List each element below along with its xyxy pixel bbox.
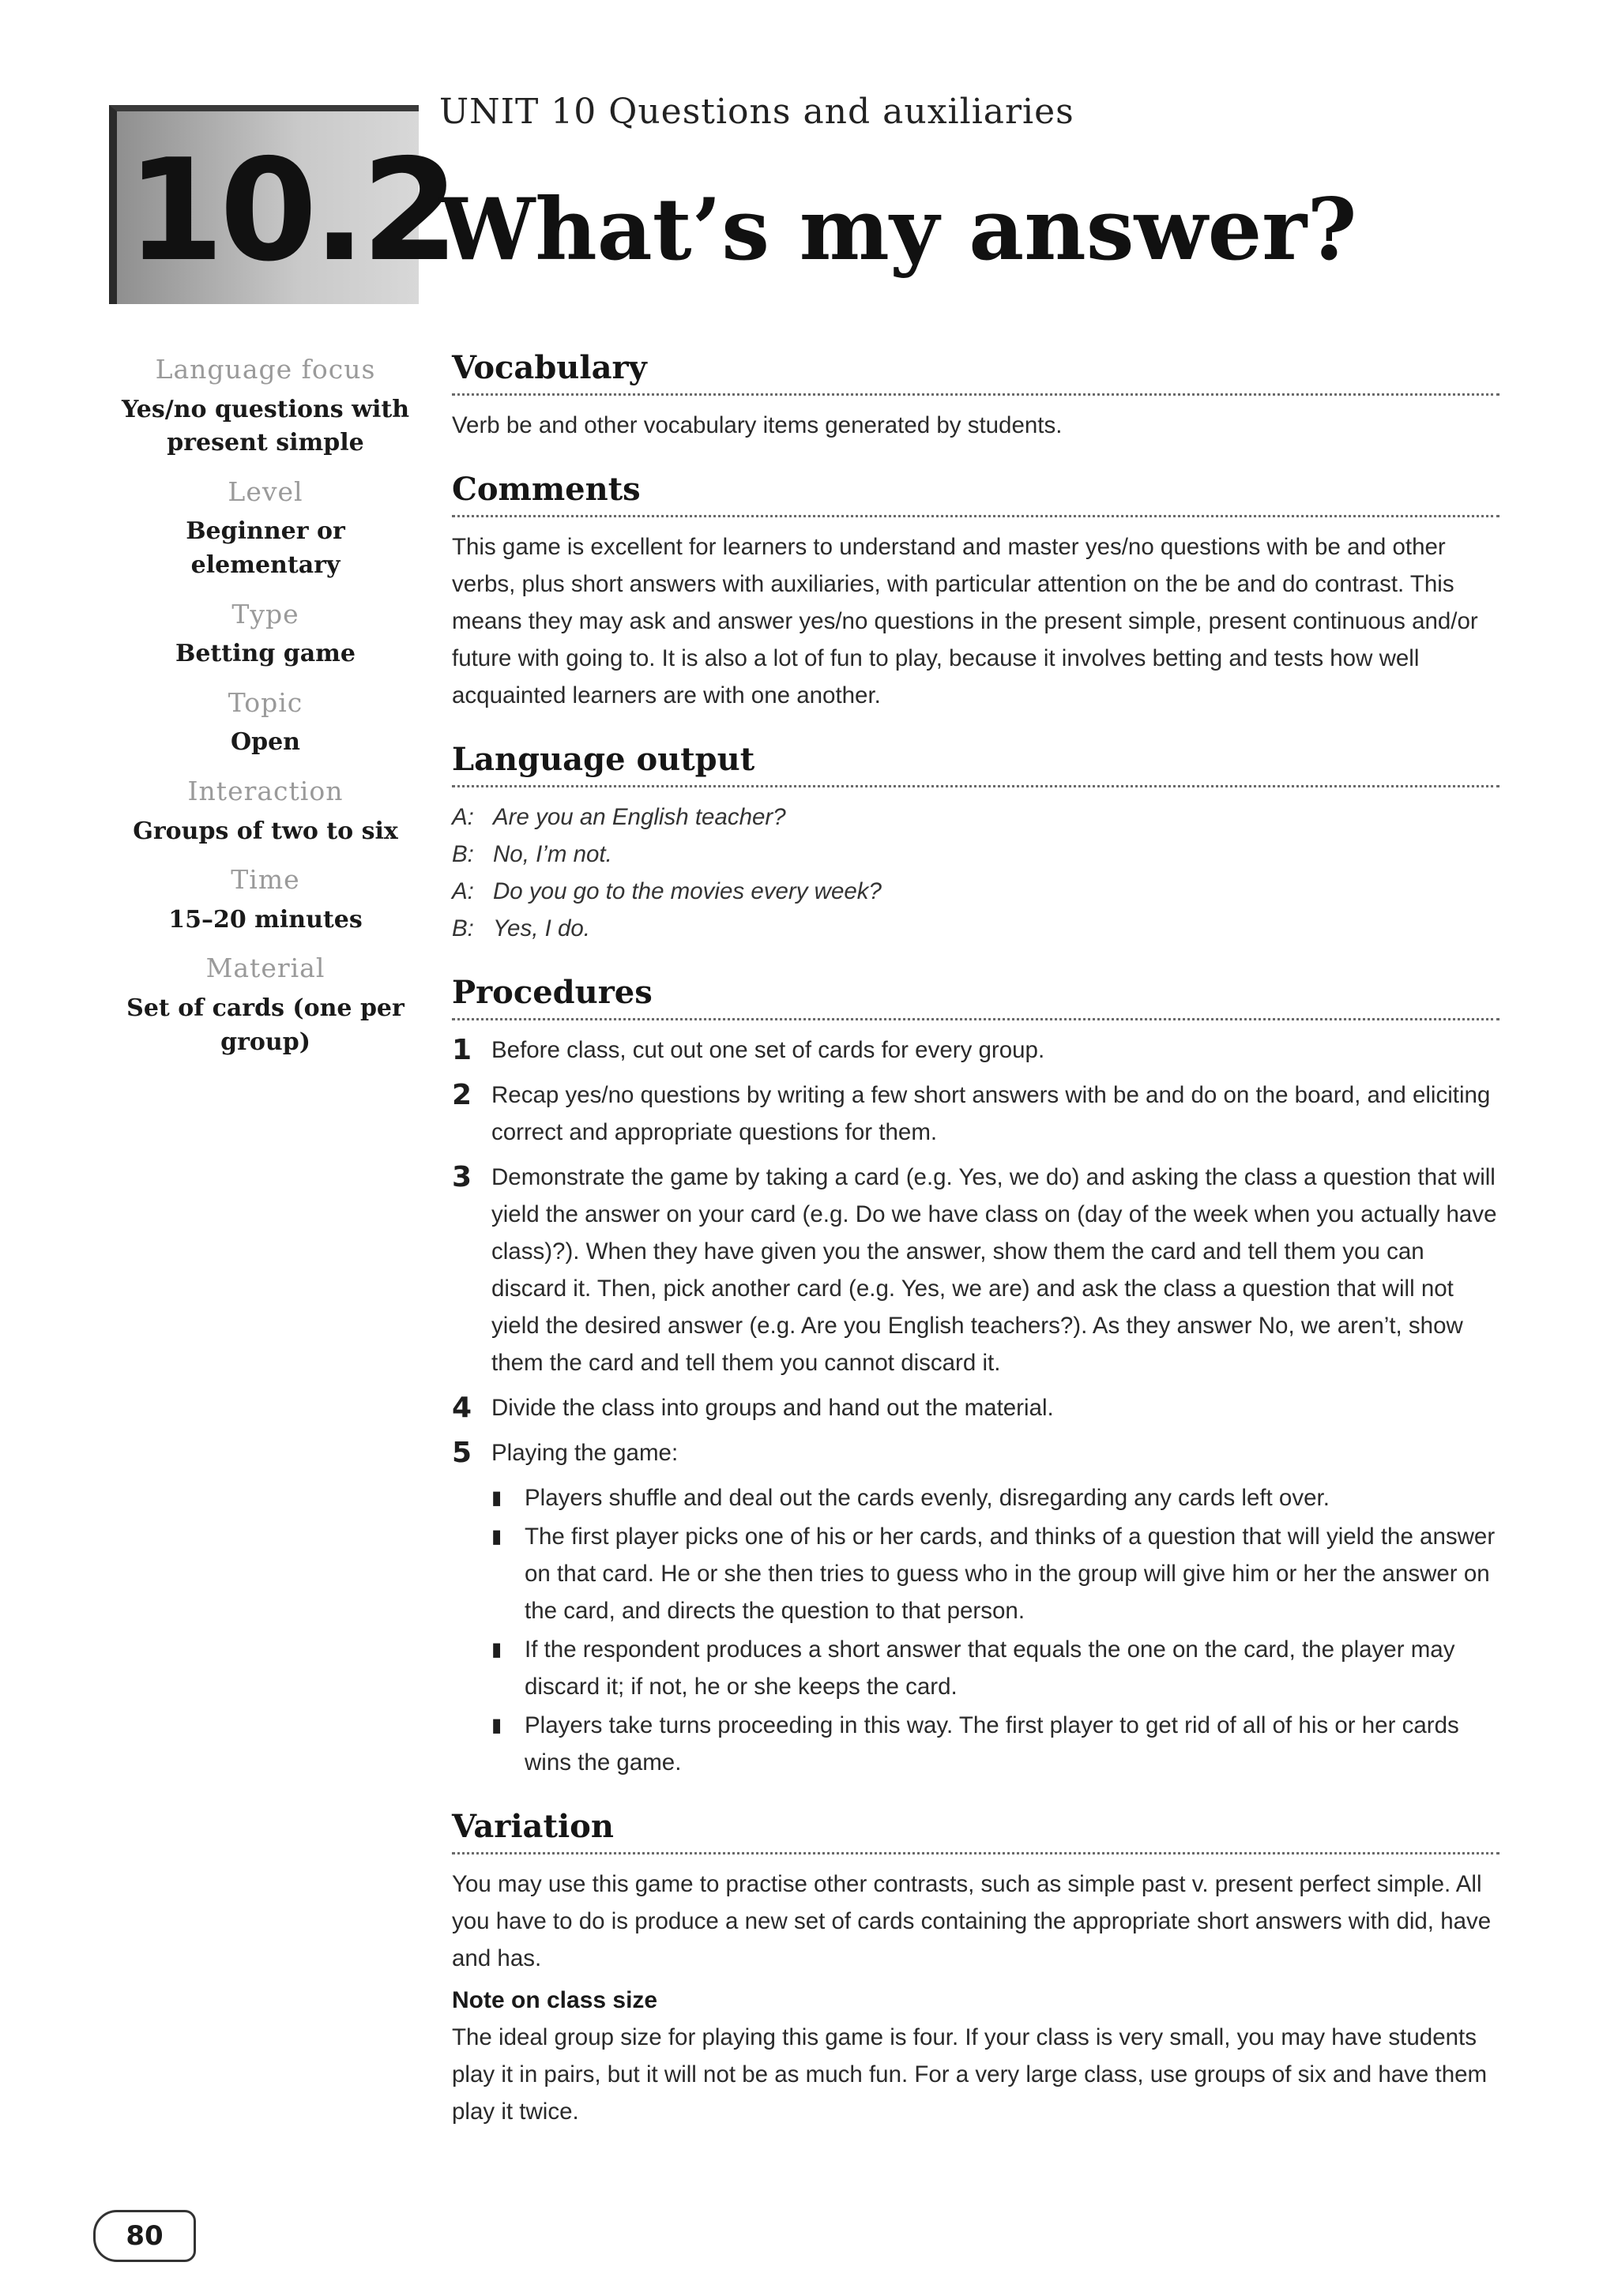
sidebar-interaction — [111, 776, 420, 848]
speaker: B: — [452, 915, 474, 941]
line-text: No, I’m not. — [493, 841, 612, 867]
line-text: Are you an English teacher? — [493, 804, 786, 830]
list-item — [491, 1518, 1499, 1629]
unit-number: 10.2 — [126, 129, 455, 292]
unit-label: UNIT 10 Questions and auxiliaries — [439, 92, 1074, 132]
line-text: Yes, I do. — [493, 915, 590, 941]
procedures-section — [452, 972, 1499, 1781]
list-item — [491, 1631, 1499, 1705]
speaker: A: — [452, 878, 474, 904]
class-size-text: The ideal group size for playing this game is four. If your class is very small, you may have students play it in pairs, but it will not be as much fun. For a very large class, use groups of six and have them play it twice. — [452, 2024, 1488, 2125]
sidebar-value: Beginner or elementary — [186, 517, 345, 579]
game-rules-list — [491, 1479, 1499, 1781]
speaker: A: — [452, 804, 474, 830]
step-number: 2 — [452, 1079, 472, 1111]
sidebar-value: Set of cards (one per group) — [126, 994, 404, 1056]
list-item — [491, 1707, 1499, 1781]
section-heading: Language output — [452, 739, 1499, 787]
speaker: B: — [452, 841, 474, 867]
sidebar-label: Topic — [228, 686, 303, 718]
sidebar-label: Type — [231, 598, 299, 629]
sidebar-label: Material — [205, 953, 325, 984]
step-text: Recap yes/no questions by writing a few short answers with be and do on the board, and eliciting correct and appropriate questions for them. — [491, 1082, 1491, 1145]
step-text: Playing the game: — [491, 1440, 679, 1466]
info-sidebar — [111, 354, 420, 1075]
step-number: 1 — [452, 1034, 472, 1066]
sidebar-label: Time — [231, 864, 300, 896]
main-content — [452, 348, 1499, 2155]
list-item — [491, 1479, 1499, 1516]
procedure-step — [452, 1077, 1499, 1151]
sidebar-value: Betting game — [175, 640, 356, 668]
section-heading: Vocabulary — [452, 348, 1499, 396]
procedure-step — [452, 1389, 1499, 1426]
class-size-heading: Note on class size — [452, 1987, 658, 2013]
sidebar-label: Interaction — [187, 775, 344, 806]
language-output-section — [452, 739, 1499, 947]
vocabulary-text: Verb be and other vocabulary items generated by students. — [452, 412, 1063, 438]
dialogue-line — [452, 873, 1499, 910]
sidebar-language-focus — [111, 354, 420, 460]
step-text: Divide the class into groups and hand out the material. — [491, 1395, 1054, 1421]
step-number: 3 — [452, 1161, 472, 1193]
sidebar-value: 15–20 minutes — [168, 905, 363, 934]
procedure-step — [452, 1434, 1499, 1471]
sidebar-value: Groups of two to six — [133, 817, 398, 845]
procedure-step — [452, 1032, 1499, 1069]
line-text: Do you go to the movies every week? — [493, 878, 882, 904]
bullet-icon: ▮ — [491, 1487, 502, 1509]
step-number: 4 — [452, 1392, 472, 1424]
variation-section — [452, 1806, 1499, 2130]
comments-section — [452, 469, 1499, 714]
sidebar-value: Yes/no questions with present simple — [121, 395, 410, 457]
dialogue-line — [452, 836, 1499, 873]
step-text: Demonstrate the game by taking a card (e.g. Yes, we do) and asking the class a question that will yield the answer on your card (e.g. Do we have class on (day of the week when you actually have class)?). When they have given you the answer, show them the card and tell them you can discard it. Then, pick another card (e.g. Yes, we are) and ask the class a question that will not yield the desired answer (e.g. Are you English teachers?). As they answer No, we aren’t, show them the card and tell them you cannot discard it. — [491, 1164, 1497, 1376]
bullet-icon: ▮ — [491, 1639, 502, 1660]
step-text: Before class, cut out one set of cards for every group. — [491, 1037, 1045, 1063]
sidebar-label: Language focus — [155, 354, 376, 385]
step-number: 5 — [452, 1437, 472, 1469]
section-heading: Variation — [452, 1806, 1499, 1854]
sidebar-label: Level — [228, 475, 303, 507]
sidebar-type — [111, 599, 420, 671]
bullet-text: Players shuffle and deal out the cards evenly, disregarding any cards left over. — [525, 1485, 1330, 1511]
section-heading: Procedures — [452, 972, 1499, 1020]
bullet-icon: ▮ — [491, 1526, 502, 1547]
sidebar-topic — [111, 687, 420, 760]
bullet-text: The first player picks one of his or her cards, and thinks of a question that will yield the answer on that card. He or she then tries to guess who in the group will give him or her the answer on the card, and directs the question to that person. — [525, 1524, 1496, 1624]
page-title: What’s my answer? — [439, 180, 1357, 280]
page-number: 80 — [93, 2210, 196, 2262]
bullet-icon: ▮ — [491, 1715, 502, 1736]
dialogue-line — [452, 910, 1499, 947]
sidebar-level — [111, 476, 420, 583]
bullet-text: If the respondent produces a short answer that equals the one on the card, the player may discard it; if not, he or she keeps the card. — [525, 1637, 1455, 1700]
sidebar-value: Open — [230, 728, 300, 757]
variation-text: You may use this game to practise other contrasts, such as simple past v. present perfect simple. All you have to do is produce a new set of cards containing the appropriate short answers with did, have and has. — [452, 1871, 1492, 1971]
section-heading: Comments — [452, 469, 1499, 517]
comments-text: This game is excellent for learners to understand and master yes/no questions with be and other verbs, plus short answers with auxiliaries, with particular attention on the be and do contrast. This means they may ask and answer yes/no questions in the present simple, present continuous and/or future with going to. It is also a lot of fun to play, because it involves betting and tests how well acquainted learners are with one another. — [452, 534, 1478, 708]
vocabulary-section — [452, 348, 1499, 444]
dialogue-line — [452, 799, 1499, 836]
sidebar-material — [111, 953, 420, 1059]
bullet-text: Players take turns proceeding in this way. The first player to get rid of all of his or her cards wins the game. — [525, 1712, 1459, 1776]
sidebar-time — [111, 864, 420, 937]
procedure-step — [452, 1159, 1499, 1381]
